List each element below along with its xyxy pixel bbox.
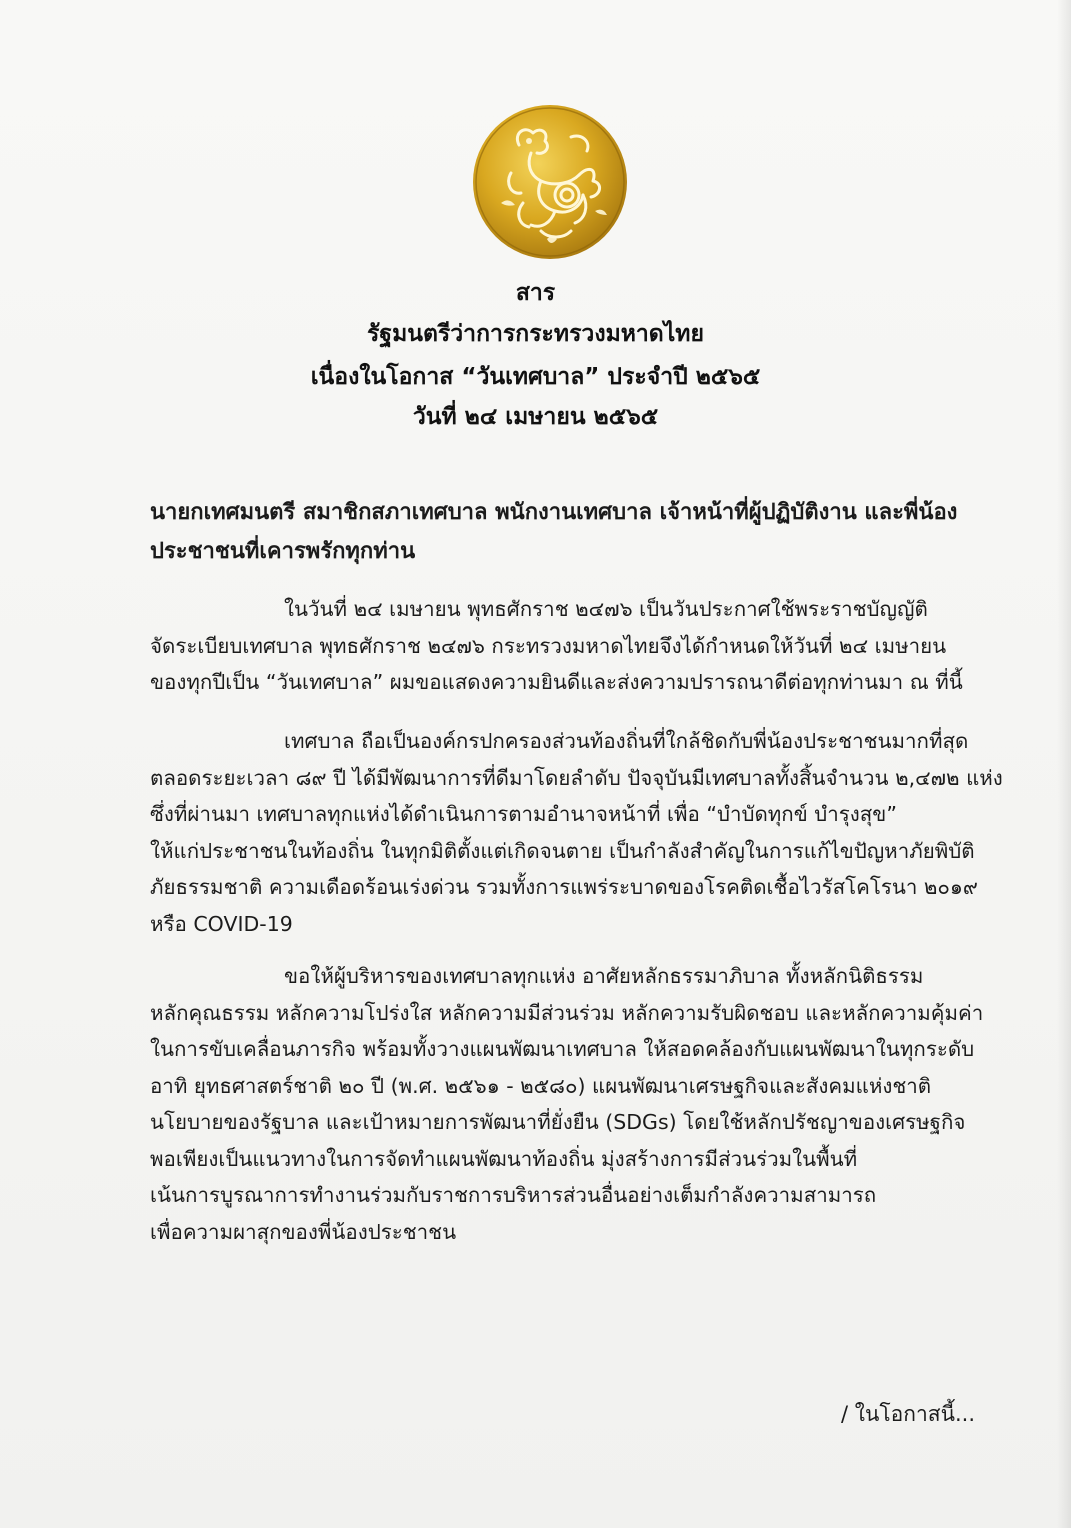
salutation <box>150 493 980 571</box>
continuation-note: / ในโอกาสนี้... <box>841 1402 975 1426</box>
paragraph-line: ภัยธรรมชาติ ความเดือดร้อนเร่งด่วน รวมทั้งการแพร่ระบาดของโรคติดเชื้อไวรัสโคโรนา ๒๐๑๙ <box>150 875 978 899</box>
paragraph-line: พอเพียงเป็นแนวทางในการจัดทำแผนพัฒนาท้องถิ่น มุ่งสร้างการมีส่วนร่วมในพื้นที่ <box>150 1146 858 1171</box>
paragraph-line: เพื่อความผาสุกของพี่น้องประชาชน <box>150 1219 457 1244</box>
paragraph-line: อาทิ ยุทธศาสตร์ชาติ ๒๐ ปี (พ.ศ. ๒๕๖๑ - ๒๕๘๐) แผนพัฒนาเศรษฐกิจและสังคมแห่งชาติ <box>150 1073 932 1098</box>
paragraph-line: ในวันที่ ๒๔ เมษายน พุทธศักราช ๒๔๗๖ เป็นวันประกาศใช้พระราชบัญญัติ <box>284 597 928 621</box>
paragraph-line: หรือ COVID-19 <box>150 911 293 936</box>
document-date: วันที่ ๒๔ เมษายน ๒๕๖๕ <box>412 404 659 430</box>
paragraph-line: หลักคุณธรรม หลักความโปร่งใส หลักความมีส่วนร่วม หลักความรับผิดชอบ และหลักความคุ้มค่า <box>150 1000 984 1025</box>
paragraph-line: ตลอดระยะเวลา ๘๙ ปี ได้มีพัฒนาการที่ดีมาโดยลำดับ ปัจจุบันมีเทศบาลทั้งสิ้นจำนวน ๒,๔๗๒ แห่ง <box>150 765 1003 790</box>
salutation-line: นายกเทศมนตรี สมาชิกสภาเทศบาล พนักงานเทศบาล เจ้าหน้าที่ผู้ปฏิบัติงาน และพี่น้อง <box>150 500 958 525</box>
paragraph-line: เทศบาล ถือเป็นองค์กรปกครองส่วนท้องถิ่นที่ใกล้ชิดกับพี่น้องประชาชนมากที่สุด <box>284 729 969 753</box>
paragraph-2 <box>150 723 1003 942</box>
salutation-line: ประชาชนที่เคารพรักทุกท่าน <box>150 539 416 564</box>
paragraph-line: ซึ่งที่ผ่านมา เทศบาลทุกแห่งได้ดำเนินการตามอำนาจหน้าที่ เพื่อ “บำบัดทุกข์ บำรุงสุข” <box>150 802 897 826</box>
document-occasion: เนื่องในโอกาส “วันเทศบาล” ประจำปี ๒๕๖๕ <box>310 364 761 390</box>
thai-municipal-seal-icon <box>471 103 629 261</box>
paragraph-line: ให้แก่ประชาชนในท้องถิ่น ในทุกมิติตั้งแต่เกิดจนตาย เป็นกำลังสำคัญในการแก้ไขปัญหาภัยพิบัติ <box>150 838 975 863</box>
paragraph-1 <box>150 591 980 701</box>
paragraph-3 <box>150 958 984 1250</box>
paragraph-line: นโยบายของรัฐบาล และเป้าหมายการพัฒนาที่ยั่งยืน (SDGs) โดยใช้หลักปรัชญาของเศรษฐกิจ <box>150 1110 966 1134</box>
document-sender: รัฐมนตรีว่าการกระทรวงมหาดไทย <box>367 321 704 347</box>
paragraph-line: ขอให้ผู้บริหารของเทศบาลทุกแห่ง อาศัยหลักธรรมาภิบาล ทั้งหลักนิติธรรม <box>284 964 924 988</box>
paragraph-line: เน้นการบูรณาการทำงานร่วมกับราชการบริหารส่วนอื่นอย่างเต็มกำลังความสามารถ <box>150 1183 877 1207</box>
paragraph-line: ในการขับเคลื่อนภารกิจ พร้อมทั้งวางแผนพัฒนาเทศบาล ให้สอดคล้องกับแผนพัฒนาในทุกระดับ <box>150 1037 975 1061</box>
document-title: สาร <box>515 280 556 306</box>
paragraph-line: ของทุกปีเป็น “วันเทศบาล” ผมขอแสดงความยินดีและส่งความปรารถนาดีต่อทุกท่านมา ณ ที่นี้ <box>150 670 963 694</box>
paragraph-line: จัดระเบียบเทศบาล พุทธศักราช ๒๔๗๖ กระทรวงมหาดไทยจึงได้กำหนดให้วันที่ ๒๔ เมษายน <box>150 633 947 658</box>
